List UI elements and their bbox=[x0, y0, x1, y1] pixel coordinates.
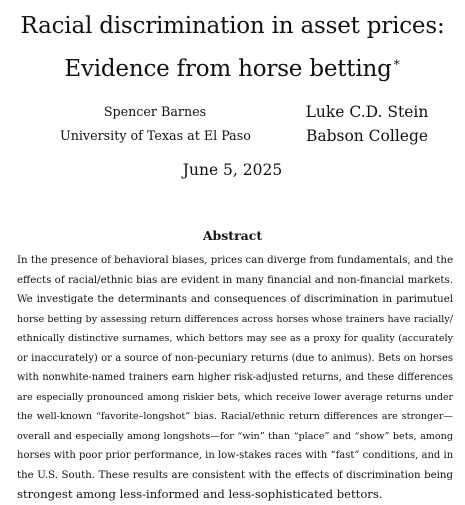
abstract-line: are especially pronounced among riskier bets, which receive lower average returns under bbox=[17, 391, 453, 403]
abstract-line: effects of racial/ethnic bias are evident in many financial and non-financial markets. bbox=[17, 274, 453, 286]
author-affiliation: University of Texas at El Paso bbox=[60, 128, 251, 143]
author-1 bbox=[60, 100, 250, 148]
abstract-line: or inaccurately) or a source of non-pecuniary returns (due to animus). Bets on horses bbox=[17, 352, 453, 364]
author-name: Luke C.D. Stein bbox=[305, 103, 429, 121]
title-footnote-mark[interactable]: ∗ bbox=[392, 55, 401, 69]
abstract-line: horses with poor prior performance, in low-stakes races with “fast” conditions, and in bbox=[17, 450, 454, 461]
author-name: Spencer Barnes bbox=[103, 104, 207, 119]
author-affiliation: Babson College bbox=[305, 127, 429, 145]
abstract-heading: Abstract bbox=[202, 228, 263, 243]
abstract-line: horse betting by assessing return differences across horses whose trainers have racially/ bbox=[17, 313, 453, 325]
abstract-line: the well-known “favorite–longshot” bias. Racial/ethnic return differences are stronger— bbox=[17, 411, 453, 422]
paper-date: June 5, 2025 bbox=[182, 161, 283, 179]
abstract-line: In the presence of behavioral biases, prices can diverge from fundamentals, and the bbox=[17, 255, 453, 266]
title-line-1: Racial discrimination in asset prices: bbox=[20, 13, 445, 39]
abstract-body bbox=[17, 251, 453, 505]
title-line-2 bbox=[0, 44, 465, 87]
paper-title bbox=[0, 8, 465, 87]
abstract-line: with nonwhite-named trainers earn higher risk-adjusted returns, and these differences bbox=[17, 372, 453, 383]
abstract-line: overall and especially among longshots—for “win” than “place” and “show” bets, among bbox=[17, 430, 453, 442]
abstract-line: ethnically distinctive surnames, which bettors may see as a proxy for quality (accurately bbox=[17, 333, 453, 344]
abstract-line: strongest among less-informed and less-sophisticated bettors. bbox=[17, 487, 383, 501]
abstract-line: the U.S. South. These results are consistent with the effects of discrimination being bbox=[17, 469, 453, 481]
abstract-line: We investigate the determinants and consequences of discrimination in parimutuel bbox=[17, 294, 453, 305]
title-line-2-text: Evidence from horse betting bbox=[64, 56, 392, 82]
author-2 bbox=[292, 100, 442, 148]
